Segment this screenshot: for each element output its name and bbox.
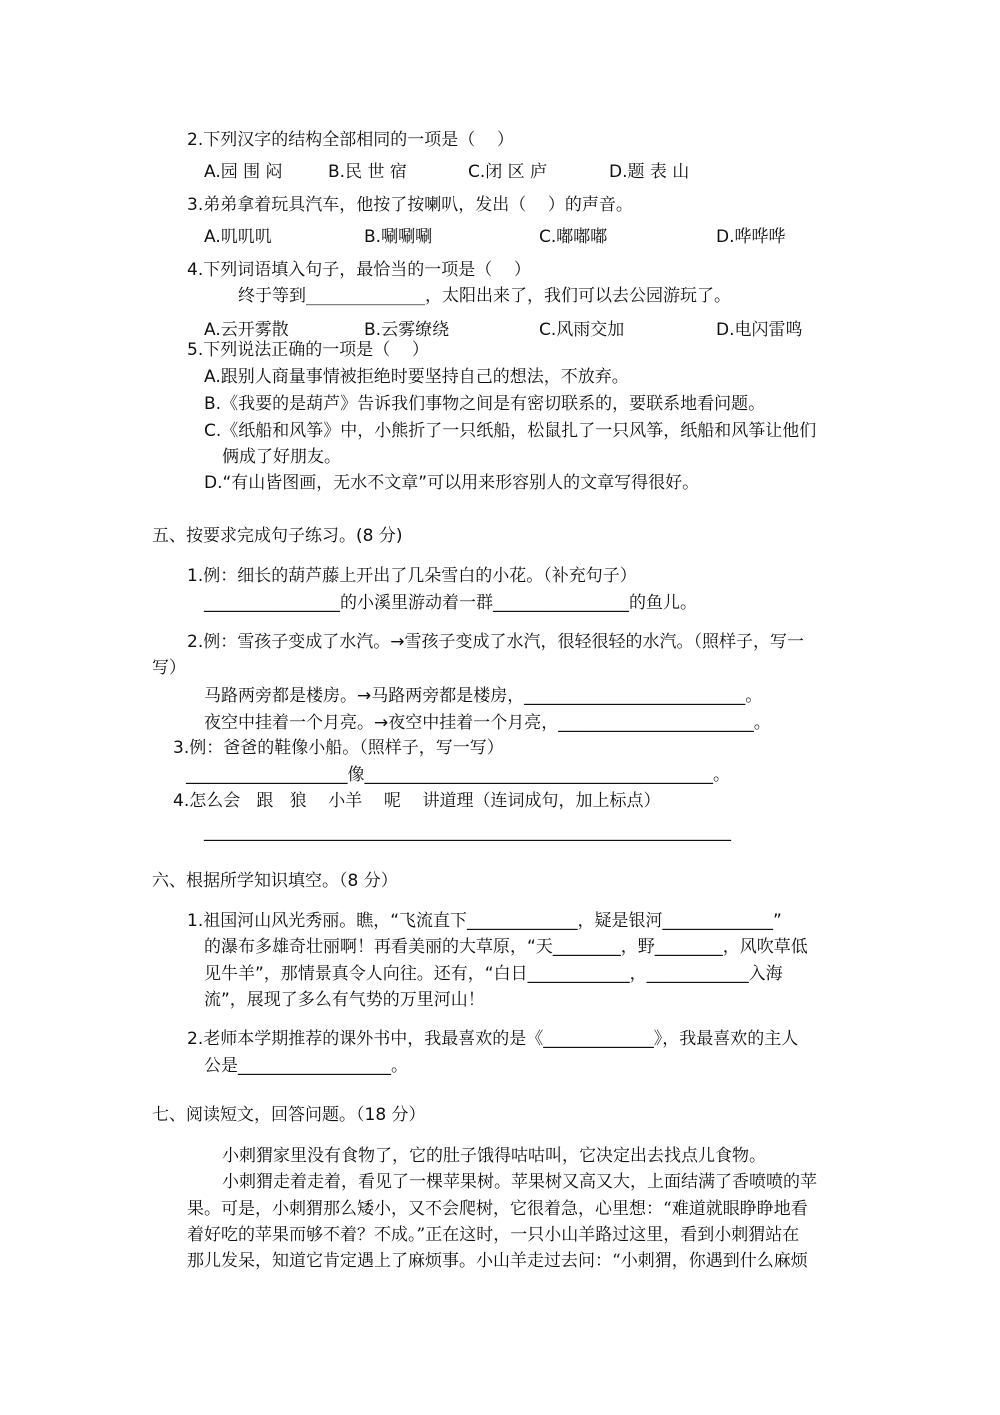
s5-q2-example: 2.例：雪孩子变成了水汽。→雪孩子变成了水汽，很轻很轻的水汽。（照样子，写一	[187, 632, 804, 652]
s5-q1-blank: ________________的小溪里游动着一群________________的鱼儿。	[204, 593, 697, 613]
passage-paragraph-2-line-4: 那儿发呆，知道它肯定遇上了麻烦事。小山羊走过去问：“小刺猬，你遇到什么麻烦	[187, 1251, 808, 1271]
question-5-option-c-wrap: 俩成了好朋友。	[222, 447, 341, 467]
question-2-stem: 2.下列汉字的结构全部相同的一项是（ ）	[187, 130, 514, 150]
s6-q1-line1: 1.祖国河山风光秀丽。瞧，“飞流直下_____________，疑是银河_____________”	[187, 911, 782, 931]
question-5-option-a: A.跟别人商量事情被拒绝时要坚持自己的想法，不放弃。	[204, 367, 629, 387]
option-c: C.风雨交加	[539, 320, 625, 340]
s6-q1-line4: 流”，展现了多么有气势的万里河山！	[204, 990, 485, 1010]
passage-paragraph-2-line-2: 果。可是，小刺猬那么矮小，又不会爬树，它很着急，心里想：“难道就眼睁睁地看	[187, 1199, 808, 1219]
question-3-stem: 3.弟弟拿着玩具汽车，他按了按喇叭，发出（ ）的声音。	[187, 195, 633, 215]
s6-q1-line2: 的瀑布多雄奇壮丽啊！再看美丽的大草原，“天________，野________，风吹草低	[204, 937, 808, 957]
option-a: A.叽叽叽	[204, 227, 272, 247]
section-7-title: 七、阅读短文，回答问题。（18 分）	[152, 1105, 426, 1125]
s5-q4-blank: ______________________________________________________________	[204, 822, 731, 842]
option-c: C.闭 区 庐	[468, 162, 548, 182]
s6-q2-line2: 公是__________________。	[204, 1056, 408, 1076]
passage-paragraph-1: 小刺猬家里没有食物了，它的肚子饿得咕咕叫，它决定出去找点儿食物。	[222, 1146, 766, 1166]
question-5-option-c: C.《纸船和风筝》中，小熊折了一只纸船，松鼠扎了一只风筝，纸船和风筝让他们	[204, 421, 817, 441]
passage-paragraph-2-line-3: 着好吃的苹果而够不着？不成。”正在这时，一只小山羊路过这里，看到小刺猬站在	[187, 1225, 800, 1245]
option-c: C.嘟嘟嘟	[539, 227, 608, 247]
option-b: B.云雾缭绕	[364, 320, 450, 340]
question-2-options	[204, 157, 764, 182]
s5-q3-example: 3.例：爸爸的鞋像小船。（照样子，写一写）	[173, 738, 504, 758]
question-4-options	[204, 315, 804, 340]
option-b: B.民 世 宿	[328, 162, 407, 182]
passage-paragraph-2-line-1: 小刺猬走着走着，看见了一棵苹果树。苹果树又高又大，上面结满了香喷喷的苹	[222, 1172, 817, 1192]
question-5-stem: 5.下列说法正确的一项是（ ）	[187, 340, 429, 360]
s5-q1-example: 1.例：细长的葫芦藤上开出了几朵雪白的小花。（补充句子）	[187, 566, 637, 586]
question-4-stem: 4.下列词语填入句子，最恰当的一项是（ ）	[187, 260, 531, 280]
option-d: D.题 表 山	[609, 162, 690, 182]
option-a: A.云开雾散	[204, 320, 289, 340]
s5-q2-line1: 马路两旁都是楼房。→马路两旁都是楼房，__________________________。	[204, 686, 763, 706]
section-6-title: 六、根据所学知识填空。（8 分）	[152, 871, 398, 891]
option-a: A.园 围 闷	[204, 162, 283, 182]
s6-q2-line1: 2.老师本学期推荐的课外书中，我最喜欢的是《_____________》，我最喜欢的主人	[187, 1029, 799, 1049]
question-5-option-b: B.《我要的是葫芦》告诉我们事物之间是有密切联系的，要联系地看问题。	[204, 394, 766, 414]
s5-q2-line2: 夜空中挂着一个月亮。→夜空中挂着一个月亮，_______________________。	[204, 713, 771, 733]
s5-q3-blank: ___________________像_________________________________________。	[186, 765, 730, 785]
question-4-sentence: 终于等到______________，太阳出来了，我们可以去公园游玩了。	[238, 286, 731, 306]
option-d: D.哗哗哗	[716, 227, 786, 247]
question-3-options	[204, 222, 804, 247]
section-5-title: 五、按要求完成句子练习。(8 分)	[152, 526, 403, 546]
option-b: B.唰唰唰	[364, 227, 433, 247]
s5-q2-example-wrap: 写）	[152, 658, 186, 678]
s5-q4-prompt: 4.怎么会 跟 狼 小羊 呢 讲道理（连词成句，加上标点）	[173, 791, 661, 811]
option-d: D.电闪雷鸣	[716, 320, 803, 340]
question-5-option-d: D.“有山皆图画，无水不文章”可以用来形容别人的文章写得很好。	[204, 473, 700, 493]
s6-q1-line3: 见牛羊”，那情景真令人向往。还有，“白日____________，____________入海	[204, 964, 783, 984]
